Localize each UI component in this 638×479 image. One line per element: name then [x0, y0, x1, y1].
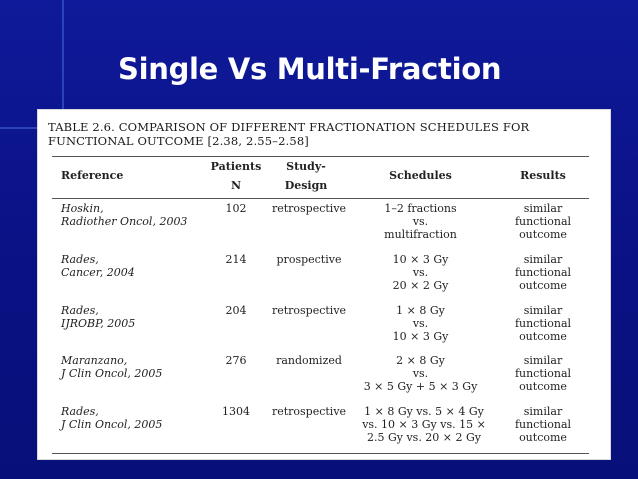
table-row-2-schedules: [353, 253, 488, 292]
row-3-sched-1: 1 × 8 Gy: [396, 304, 445, 317]
table-header-rule: [52, 198, 589, 199]
row-4-sched-2: vs.: [412, 367, 429, 380]
row-5-ref-journal: J Clin Oncol, 2005: [61, 418, 163, 431]
row-5-sched-1: 1 × 8 Gy vs. 5 × 4 Gy: [364, 405, 484, 418]
table-row-1-results: [508, 202, 578, 241]
table-row-3-reference: [61, 304, 135, 330]
table-row-5-patients: 1304: [222, 405, 250, 418]
row-2-res-3: outcome: [519, 279, 567, 292]
row-4-sched-1: 2 × 8 Gy: [396, 354, 445, 367]
table-row-3-schedules: [353, 304, 488, 343]
row-2-res-2: functional: [514, 266, 572, 279]
row-5-res-2: functional: [514, 418, 572, 431]
table-row-5-results: [508, 405, 578, 444]
table-row-2-results: [508, 253, 578, 292]
table-row-2-patients: 214: [225, 253, 247, 266]
row-1-sched-3: multifraction: [384, 228, 457, 241]
table-row-2-design: prospective: [276, 253, 342, 266]
row-1-ref-journal: Radiother Oncol, 2003: [61, 215, 188, 228]
table-row-5-reference: [61, 405, 162, 431]
slide-title: Single Vs Multi-Fraction: [118, 52, 502, 86]
row-2-sched-2: vs.: [412, 266, 429, 279]
header-design-line-2: Design: [284, 179, 328, 192]
header-results: Results: [520, 169, 566, 182]
row-2-res-1: similar: [523, 253, 563, 266]
row-5-ref-author: Rades,: [61, 405, 99, 418]
row-2-sched-3: 20 × 2 Gy: [392, 279, 449, 292]
table-row-1-schedules: [353, 202, 488, 241]
header-study-design: [266, 160, 346, 192]
row-3-res-3: outcome: [519, 330, 567, 343]
table-caption: [48, 120, 604, 148]
row-5-res-1: similar: [523, 405, 563, 418]
row-1-sched-1: 1–2 fractions: [384, 202, 457, 215]
row-1-sched-2: vs.: [412, 215, 429, 228]
row-4-res-1: similar: [523, 354, 563, 367]
row-5-sched-3: 2.5 Gy vs. 20 × 2 Gy: [366, 431, 482, 444]
row-2-sched-1: 10 × 3 Gy: [392, 253, 449, 266]
decorative-vertical-line: [62, 0, 64, 110]
decorative-horizontal-line: [0, 127, 40, 129]
row-5-sched-2: vs. 10 × 3 Gy vs. 15 ×: [362, 418, 486, 431]
row-3-ref-journal: IJROBP, 2005: [61, 317, 136, 330]
table-row-4-design: randomized: [276, 354, 342, 367]
header-patients: [206, 160, 266, 192]
row-2-ref-author: Rades,: [61, 253, 99, 266]
row-1-ref-author: Hoskin,: [61, 202, 104, 215]
row-4-ref-journal: J Clin Oncol, 2005: [61, 367, 163, 380]
table-row-4-schedules: [353, 354, 488, 393]
table-row-3-design: retrospective: [271, 304, 347, 317]
table-bottom-rule: [52, 453, 589, 454]
header-patients-line-1: Patients: [210, 160, 262, 173]
table-row-3-results: [508, 304, 578, 343]
table-row-4-results: [508, 354, 578, 393]
table-row-1-patients: 102: [225, 202, 247, 215]
row-3-res-2: functional: [514, 317, 572, 330]
table-row-5-schedules: [350, 405, 498, 444]
table-image-panel: [37, 109, 611, 460]
row-1-res-2: functional: [514, 215, 572, 228]
table-row-5-design: retrospective: [271, 405, 347, 418]
table-row-4-patients: 276: [225, 354, 247, 367]
row-2-ref-journal: Cancer, 2004: [61, 266, 135, 279]
header-reference: Reference: [61, 169, 124, 182]
table-row-4-reference: [61, 354, 162, 380]
row-1-res-3: outcome: [519, 228, 567, 241]
row-3-sched-2: vs.: [412, 317, 429, 330]
table-row-1-design: retrospective: [271, 202, 347, 215]
row-4-sched-3: 3 × 5 Gy + 5 × 3 Gy: [363, 380, 478, 393]
table-row-2-reference: [61, 253, 135, 279]
row-3-res-1: similar: [523, 304, 563, 317]
table-caption-line-2: FUNCTIONAL OUTCOME [2.38, 2.55–2.58]: [48, 134, 309, 148]
row-4-res-2: functional: [514, 367, 572, 380]
row-3-sched-3: 10 × 3 Gy: [392, 330, 449, 343]
table-top-rule: [52, 156, 589, 157]
row-4-ref-author: Maranzano,: [61, 354, 128, 367]
header-patients-line-2: N: [230, 179, 242, 192]
row-3-ref-author: Rades,: [61, 304, 99, 317]
table-row-1-reference: [61, 202, 187, 228]
header-design-line-1: Study-: [286, 160, 326, 173]
row-4-res-3: outcome: [519, 380, 567, 393]
header-schedules: Schedules: [389, 169, 452, 182]
row-5-res-3: outcome: [519, 431, 567, 444]
row-1-res-1: similar: [523, 202, 563, 215]
table-row-3-patients: 204: [225, 304, 247, 317]
table-caption-line-1: TABLE 2.6. COMPARISON OF DIFFERENT FRACTIONATION SCHEDULES FOR: [48, 120, 530, 134]
